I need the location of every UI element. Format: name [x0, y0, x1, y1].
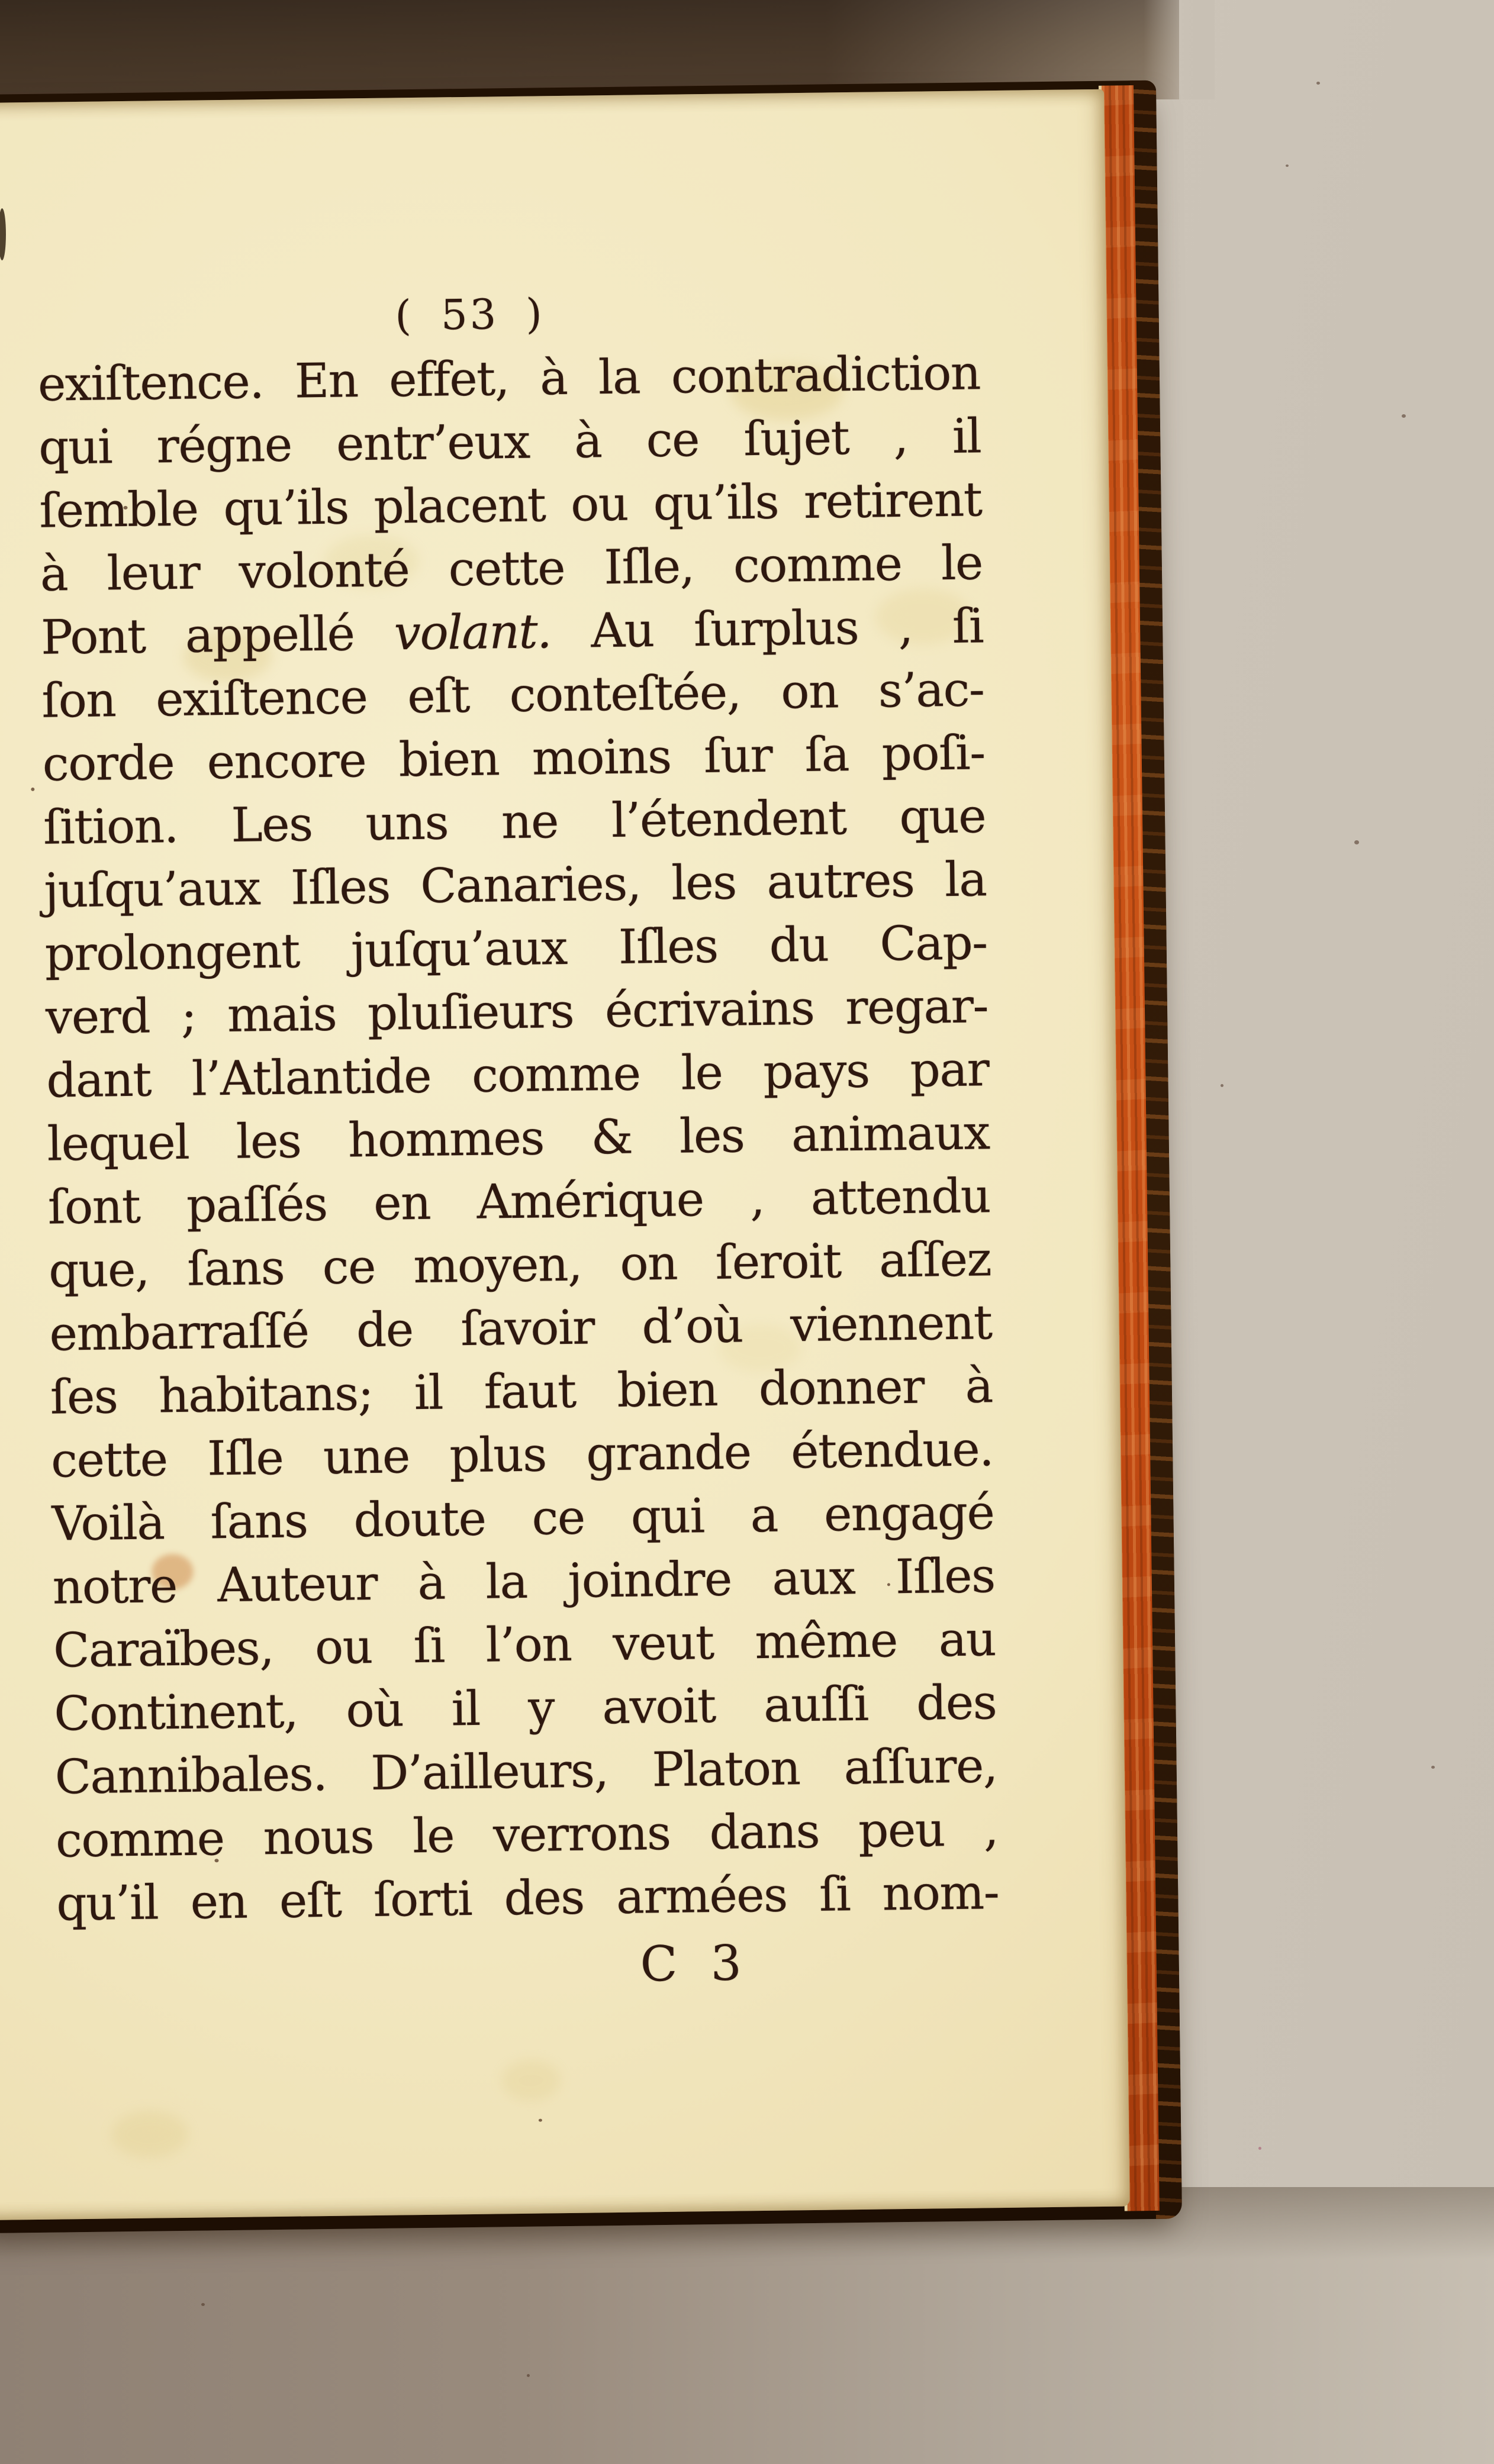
text-line: exiſtence. En effet, à la contradiction [37, 345, 981, 412]
book [0, 80, 1182, 2234]
paper-stain [501, 2059, 561, 2101]
text-line: notre Auteur à la joindre aux Iſles [52, 1548, 996, 1615]
text-line: à leur volonté cette Iſle, comme le [40, 535, 983, 602]
signature-mark: C 3 [640, 1935, 743, 1993]
text-lines [37, 341, 999, 1935]
text-line: prolongent juſqu’aux Iſles du Cap- [44, 915, 988, 982]
text-line: qui régne entr’eux à ce ſujet , il [38, 408, 981, 475]
surface-speck [1316, 82, 1320, 85]
text-line: ſes habitans; il faut bien donner à [50, 1358, 993, 1425]
text-line: ſemble qu’ils placent ou qu’ils retirent [39, 472, 982, 538]
text-line: Continent, où il y avoit auſſi des [53, 1675, 997, 1741]
text-line: lequel les hommes & les animaux [47, 1105, 990, 1172]
text-line: ſont paſſés en Amérique , attendu [47, 1168, 991, 1235]
text-line: verd ; mais pluſieurs écrivains regar- [45, 978, 989, 1045]
text-line: juſqu’aux Iſles Canaries, les autres la [43, 852, 987, 918]
text-line: que, ſans ce moyen, on ſeroit aſſez [48, 1231, 991, 1298]
ink-speck [539, 2119, 542, 2122]
page-content [37, 279, 1000, 2001]
text-line: Voilà ſans doute ce qui a engagé [51, 1485, 994, 1552]
text-line: Cannibales. D’ailleurs, Platon aſſure, [54, 1738, 998, 1805]
text-line: Caraïbes, ou ſi l’on veut même au [53, 1611, 996, 1678]
surface-speck [1286, 165, 1289, 167]
text-line: comme nous le verrons dans peu , [55, 1801, 999, 1868]
surface-speck [1258, 2147, 1261, 2150]
paper-stain [111, 2110, 189, 2159]
surface-speck [201, 2303, 205, 2306]
text-line: Pont appellé volant. Au ſurplus , ſi [40, 598, 984, 665]
surface-speck [1221, 1084, 1223, 1087]
text-line: ſon exiſtence eſt conteſtée, on s’ac- [41, 662, 984, 728]
book-page [0, 89, 1130, 2221]
ink-speck [31, 788, 34, 791]
surface-speck [527, 2374, 530, 2377]
text-line: embarraſſé de ſavoir d’où viennent [49, 1295, 993, 1362]
text-line: ſition. Les uns ne l’étendent que [43, 788, 986, 855]
text-line: dant l’Atlantide comme le pays par [46, 1041, 989, 1108]
surface-speck [1402, 414, 1406, 418]
text-line: cette Iſle une plus grande étendue. [50, 1421, 994, 1488]
text-line: qu’il en eſt ſorti des armées ſi nom- [56, 1865, 999, 1931]
surface-speck [1354, 840, 1359, 844]
text-line: corde encore bien moins ſur ſa poſi- [42, 725, 986, 792]
surface-speck [1431, 1766, 1435, 1769]
page-number: ( 53 ) [395, 289, 545, 340]
